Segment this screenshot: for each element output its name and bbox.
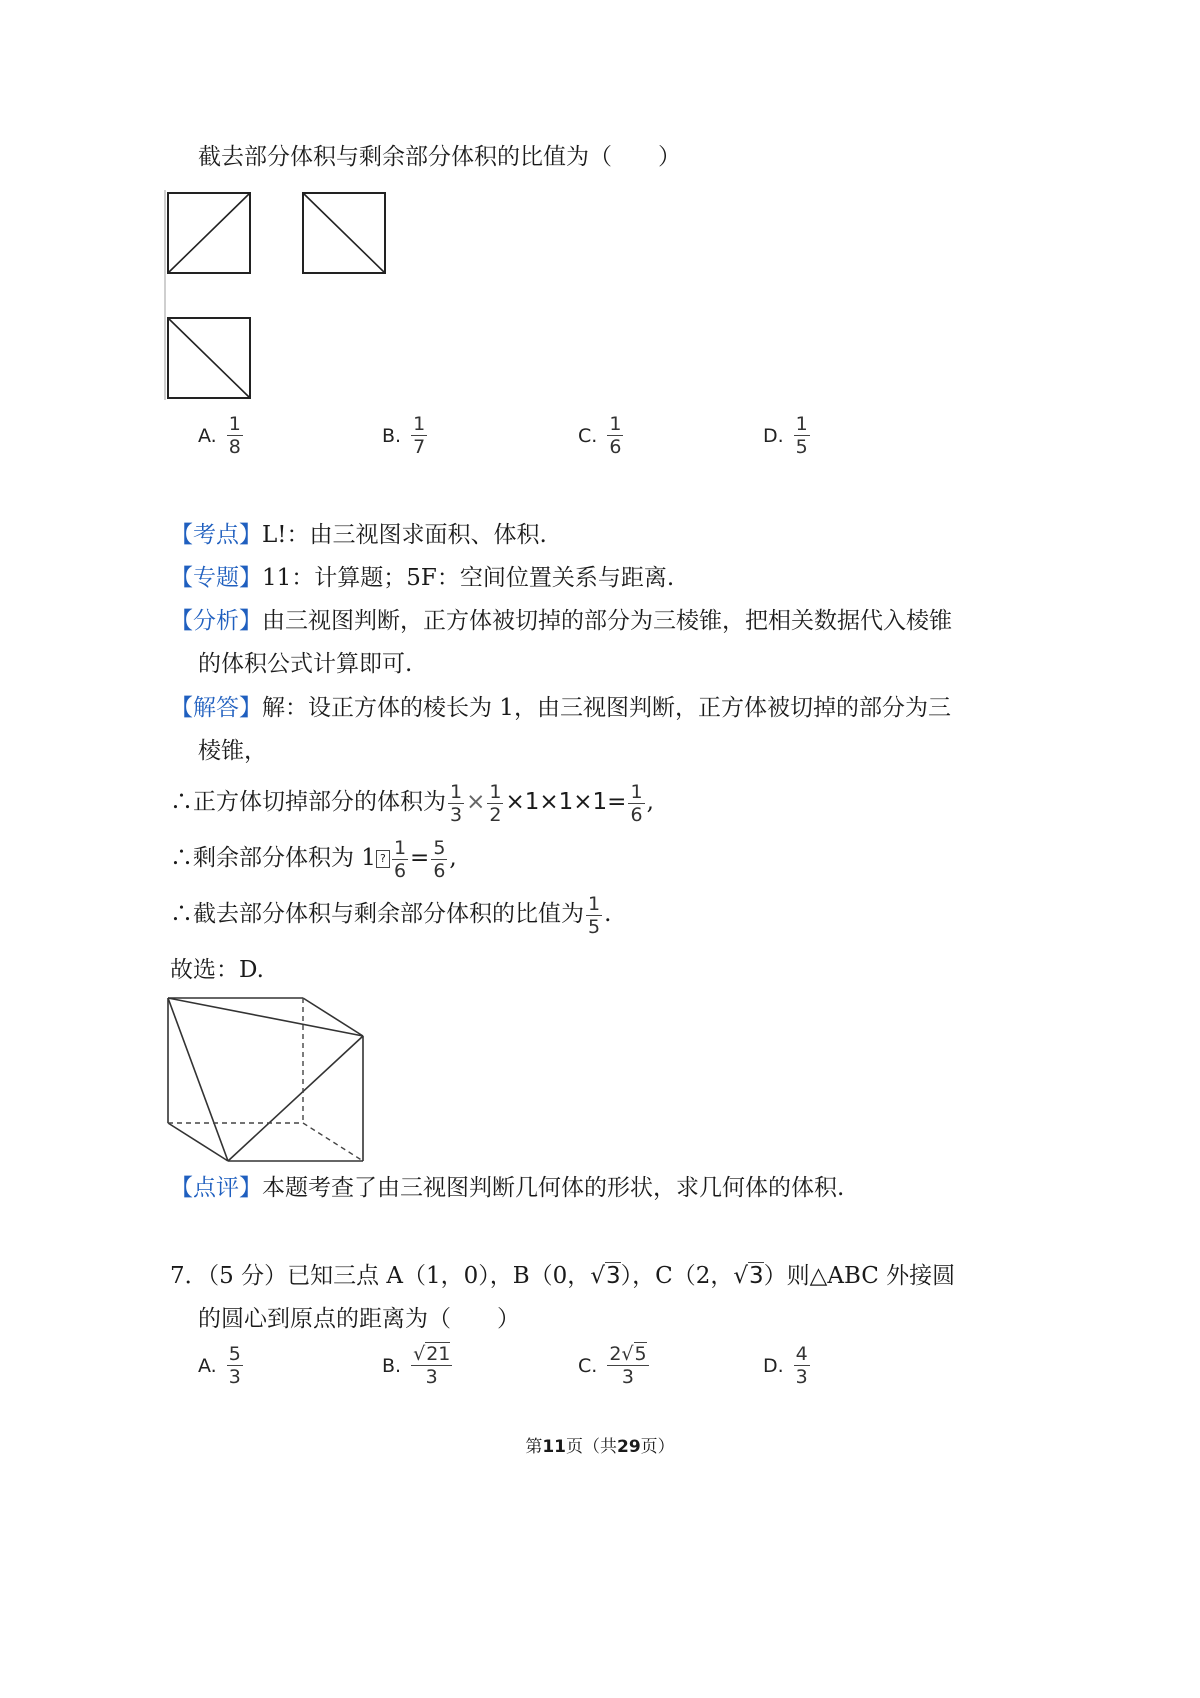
cut-edge	[228, 1036, 363, 1161]
dianping-text: 本题考查了由三视图判断几何体的形状，求几何体的体积.	[262, 1175, 845, 1201]
sqrt-symbol: √	[590, 1263, 605, 1289]
option-a[interactable]: A. $\frac{1}{8}$	[198, 413, 241, 458]
q7-option-a[interactable]: A. $\frac{5}{3}$	[198, 1343, 241, 1388]
jieda-line-2: 棱锥，	[198, 738, 267, 764]
dianping-tag: 【点评】	[170, 1175, 262, 1201]
fraction-1-6-b: $\frac{1}{6}$	[393, 836, 407, 882]
fenxi-text-1: 由三视图判断，正方体被切掉的部分为三棱锥，把相关数据代入棱锥	[262, 608, 952, 634]
option-c[interactable]: C. $\frac{1}{6}$	[578, 413, 622, 458]
fraction-1-5: $\frac{1}{5}$	[588, 892, 601, 938]
option-b[interactable]: B. $\frac{1}{7}$	[382, 413, 426, 458]
side-view-diagonal	[303, 193, 385, 273]
question-7-line-1: 7．（5 分）已知三点 A（1，0），B（0，√3），C（2，√3）则△ABC 外接圆	[170, 1263, 956, 1289]
solution-step-3: ∴截去部分体积与剩余部分体积的比值为 $\frac{1}{5}$ .	[170, 892, 612, 938]
three-views-figure	[160, 186, 400, 402]
jieda-tag: 【解答】	[170, 695, 262, 721]
fenxi-line-1	[170, 606, 952, 636]
question-7-line-2: 的圆心到原点的距离为（ ）	[198, 1306, 520, 1332]
q7-option-d[interactable]: D. $\frac{4}{3}$	[763, 1343, 808, 1388]
page-footer: 第11页（共29页）	[525, 1437, 675, 1457]
fraction-1-6: $\frac{1}{6}$	[630, 780, 643, 826]
q7-option-c[interactable]: C. $\frac{2√5}{3}$	[578, 1343, 647, 1388]
radicand: 3	[749, 1263, 764, 1289]
kaodian-text: L!：由三视图求面积、体积.	[262, 522, 547, 548]
missing-glyph-box: ?	[376, 850, 390, 868]
kaodian-line	[170, 520, 547, 550]
fenxi-tag: 【分析】	[170, 608, 262, 634]
cube-figure	[160, 990, 375, 1165]
fenxi-line-2: 的体积公式计算即可.	[198, 651, 413, 677]
fraction-1-3: $\frac{1}{3}$	[450, 780, 463, 826]
current-page-number: 11	[542, 1437, 566, 1457]
fraction-5-6: $\frac{5}{6}$	[433, 836, 446, 882]
top-view-diagonal	[168, 318, 250, 398]
front-view-diagonal	[168, 193, 250, 273]
jieda-line-1	[170, 693, 951, 723]
dianping-line	[170, 1173, 844, 1203]
cube-edge	[168, 1123, 228, 1161]
kaodian-tag: 【考点】	[170, 522, 262, 548]
solution-step-1: ∴正方体切掉部分的体积为 $\frac{1}{3}$ × $\frac{1}{2}$ ×1×1×1= $\frac{1}{6}$ ,	[170, 780, 654, 826]
q7-option-b[interactable]: B. $\frac{√21}{3}$	[382, 1343, 451, 1388]
question-6-stem: 截去部分体积与剩余部分体积的比值为（ ）	[198, 144, 681, 170]
option-a-fraction: $\frac{1}{8}$	[228, 413, 241, 458]
fraction-1-2: $\frac{1}{2}$	[489, 780, 502, 826]
cut-edge	[168, 998, 228, 1161]
hidden-edge	[303, 1123, 363, 1161]
sqrt-symbol: √	[621, 1343, 634, 1365]
sqrt-symbol: √	[733, 1263, 748, 1289]
option-d-fraction: $\frac{1}{5}$	[795, 413, 808, 458]
zhuanti-line	[170, 563, 674, 593]
sqrt-symbol: √	[413, 1343, 426, 1365]
option-b-fraction: $\frac{1}{7}$	[413, 413, 426, 458]
answer-choice: 故选：D.	[170, 957, 264, 983]
option-c-fraction: $\frac{1}{6}$	[609, 413, 622, 458]
jieda-text-1: 解：设正方体的棱长为 1，由三视图判断，正方体被切掉的部分为三	[262, 695, 951, 721]
zhuanti-tag: 【专题】	[170, 565, 262, 591]
radicand: 3	[605, 1263, 621, 1289]
option-d[interactable]: D. $\frac{1}{5}$	[763, 413, 808, 458]
zhuanti-text: 11：计算题；5F：空间位置关系与距离.	[262, 565, 675, 591]
solution-step-2: ∴剩余部分体积为 1 ? $\frac{1}{6}$ = $\frac{5}{6}$ ,	[170, 836, 457, 882]
total-pages: 29	[617, 1437, 641, 1457]
